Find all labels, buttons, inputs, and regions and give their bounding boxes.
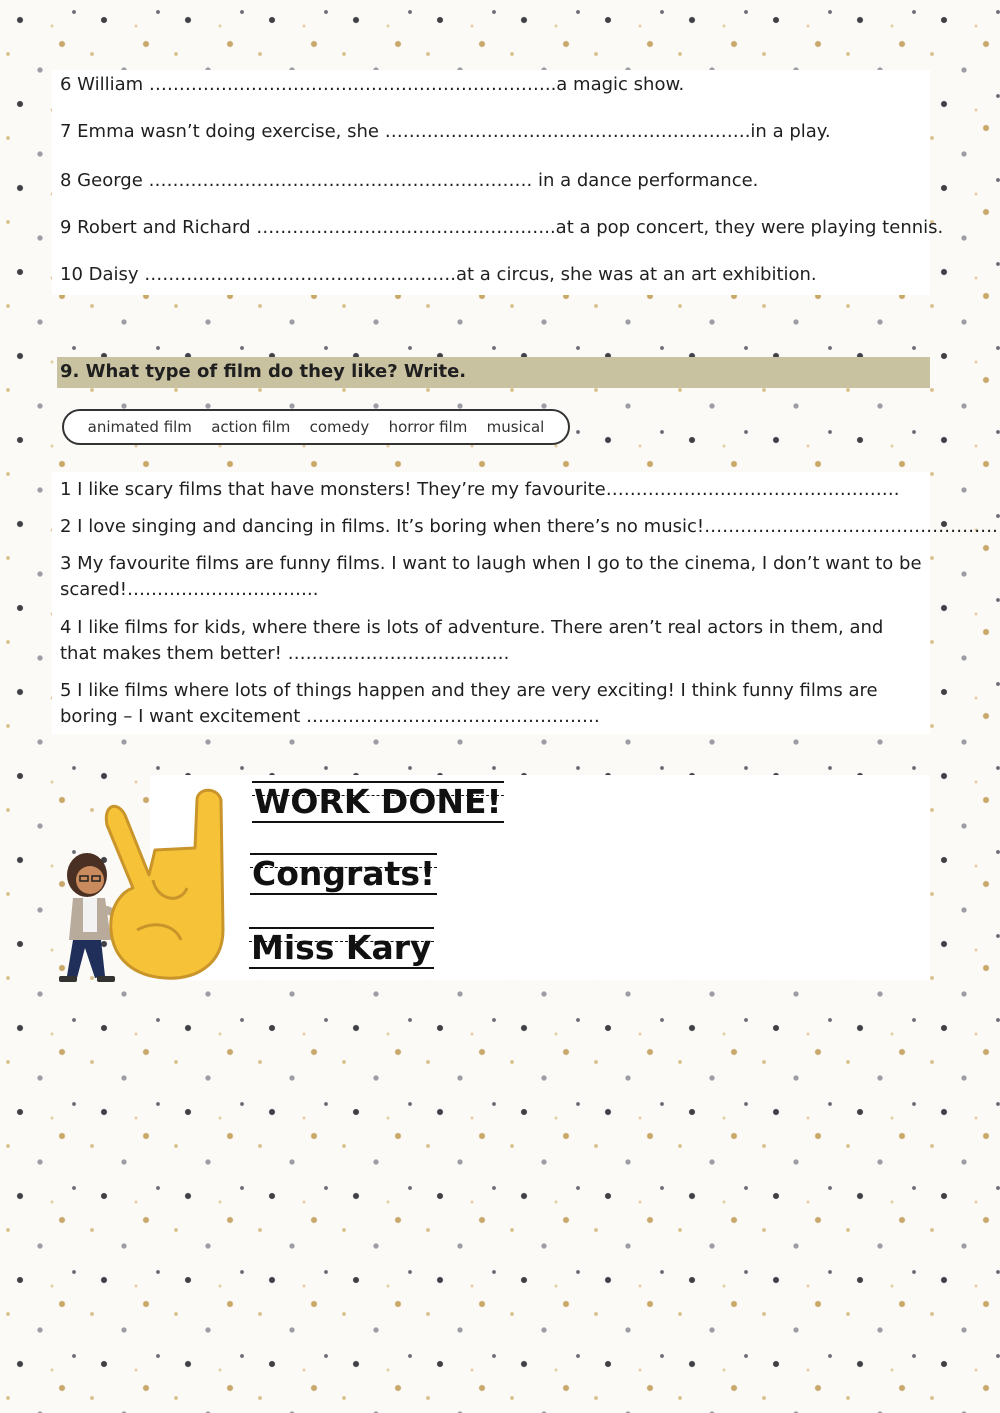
exercise9-item-2: 2 I love singing and dancing in films. It’s boring when there’s no music!…………………………………………. [60, 516, 998, 537]
exercise9-item-3: 3 My favourite films are funny films. I want to laugh when I go to the cinema, I don’t want to be scared!………………………….. [60, 553, 922, 600]
exercise9-item-5: 5 I like films where lots of things happen and they are very exciting! I think funny films are boring – I want excitement …………………………………………. [60, 680, 878, 727]
signoff-teacher-name: Miss Kary [251, 928, 432, 967]
exercise8-item-6: 6 William …………………………………………………………..a magic show. [60, 74, 685, 95]
rock-on-hand-icon [45, 780, 245, 985]
exercise9-item-4: 4 I like films for kids, where there is lots of adventure. There aren’t real actors in them, and that makes them better! ………………………………. [60, 617, 884, 664]
word-bank-item: animated film [87, 418, 192, 436]
signoff-congrats: Congrats! [252, 854, 436, 893]
exercise8-item-8: 8 George ………………………………………………………. in a dance performance. [60, 170, 759, 191]
exercise9-item-1: 1 I like scary films that have monsters! They’re my favourite…………………………………………. [60, 479, 900, 500]
exercise8-item-10: 10 Daisy …………………………………………….at a circus, she was at an art exhibition. [60, 264, 817, 285]
word-bank-item: horror film [388, 418, 468, 436]
exercise8-item-7: 7 Emma wasn’t doing exercise, she …………………………………………………….in a play. [60, 121, 831, 142]
word-bank [62, 409, 570, 445]
word-bank-item: musical [486, 418, 545, 436]
signoff-work-done: WORK DONE! [254, 782, 502, 821]
word-bank-item: comedy [309, 418, 370, 436]
exercise8-item-9: 9 Robert and Richard …………………………………………..at a pop concert, they were playing tennis. [60, 217, 944, 238]
word-bank-item: action film [211, 418, 291, 436]
exercise9-title: 9. What type of film do they like? Write. [60, 361, 467, 382]
